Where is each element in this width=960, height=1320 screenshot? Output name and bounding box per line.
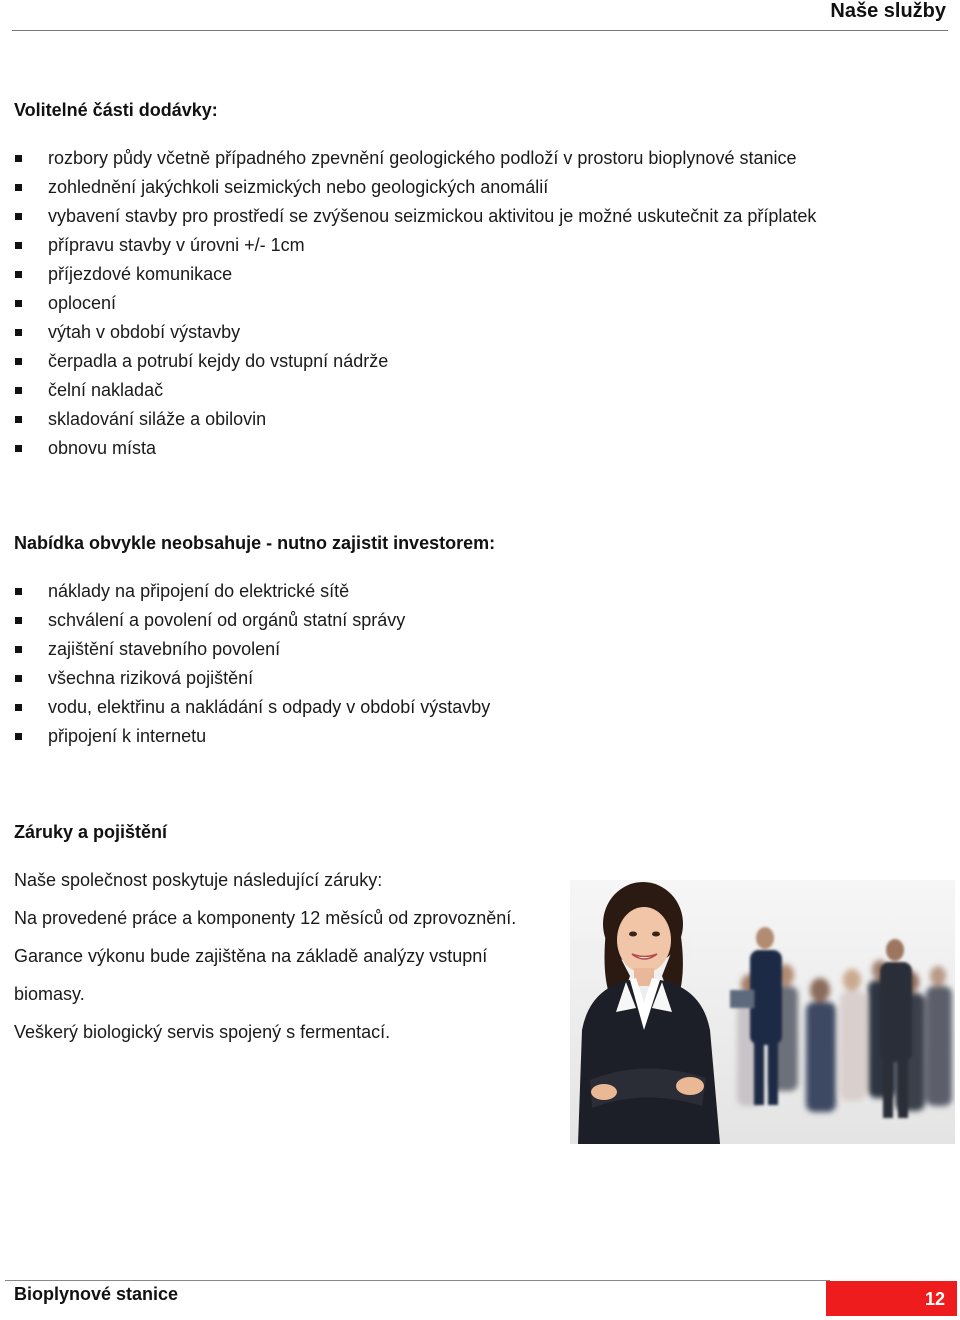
list-item-text: vodu, elektřinu a nakládání s odpady v období výstavby	[48, 697, 491, 717]
business-people-photo	[570, 880, 955, 1144]
list-item-text: schválení a povolení od orgánů statní správy	[48, 610, 406, 630]
list-item	[14, 577, 490, 606]
list-item	[14, 231, 816, 260]
square-bullet-icon	[15, 416, 22, 423]
list-item	[14, 635, 490, 664]
square-bullet-icon	[15, 445, 22, 452]
not-included-heading: Nabídka obvykle neobsahuje - nutno zajistit investorem:	[14, 533, 496, 553]
list-item-text: rozbory půdy včetně případného zpevnění geologického podloží v prostoru bioplynové stanice	[48, 148, 797, 168]
list-item	[14, 664, 490, 693]
list-item-text: oplocení	[48, 293, 117, 313]
page-header-title: Naše služby	[830, 0, 946, 22]
optional-parts-heading: Volitelné části dodávky:	[14, 100, 218, 120]
list-item-text: výtah v období výstavby	[48, 322, 241, 342]
square-bullet-icon	[15, 358, 22, 365]
list-item	[14, 347, 816, 376]
footer-title: Bioplynové stanice	[14, 1284, 179, 1304]
list-item-text: obnovu místa	[48, 438, 157, 458]
optional-parts-list	[14, 144, 816, 463]
list-item	[14, 722, 490, 751]
list-item-text: skladování siláže a obilovin	[48, 409, 267, 429]
square-bullet-icon	[15, 617, 22, 624]
square-bullet-icon	[15, 184, 22, 191]
not-included-list	[14, 577, 490, 751]
list-item-text: všechna riziková pojištění	[48, 668, 254, 688]
list-item-text: náklady na připojení do elektrické sítě	[48, 581, 350, 601]
square-bullet-icon	[15, 733, 22, 740]
list-item-text: připojení k internetu	[48, 726, 207, 746]
warranty-paragraph: Veškerý biologický servis spojený s fermentací.	[14, 1022, 391, 1042]
list-item	[14, 173, 816, 202]
square-bullet-icon	[15, 271, 22, 278]
square-bullet-icon	[15, 675, 22, 682]
warranty-paragraph: Na provedené práce a komponenty 12 měsíců od zprovoznění.	[14, 908, 517, 928]
warranty-paragraph: biomasy.	[14, 984, 85, 1004]
list-item-text: zohlednění jakýchkoli seizmických nebo geologických anomálií	[48, 177, 549, 197]
list-item-text: přípravu stavby v úrovni +/- 1cm	[48, 235, 305, 255]
list-item-text: čerpadla a potrubí kejdy do vstupní nádrže	[48, 351, 389, 371]
list-item	[14, 289, 816, 318]
list-item	[14, 405, 816, 434]
list-item	[14, 260, 816, 289]
list-item	[14, 376, 816, 405]
list-item-text: vybavení stavby pro prostředí se zvýšenou seizmickou aktivitou je možné uskutečnit za příplatek	[48, 206, 817, 226]
list-item	[14, 606, 490, 635]
square-bullet-icon	[15, 300, 22, 307]
header-divider	[12, 30, 948, 31]
list-item-text: zajištění stavebního povolení	[48, 639, 281, 659]
list-item	[14, 318, 816, 347]
warranty-heading: Záruky a pojištění	[14, 822, 168, 842]
list-item-text: příjezdové komunikace	[48, 264, 233, 284]
list-item	[14, 434, 816, 463]
square-bullet-icon	[15, 213, 22, 220]
list-item-text: čelní nakladač	[48, 380, 164, 400]
list-item	[14, 202, 816, 231]
square-bullet-icon	[15, 387, 22, 394]
footer-divider	[5, 1280, 830, 1281]
square-bullet-icon	[15, 588, 22, 595]
warranty-paragraph: Garance výkonu bude zajištěna na základě analýzy vstupní	[14, 946, 488, 966]
square-bullet-icon	[15, 242, 22, 249]
list-item	[14, 693, 490, 722]
page-number-badge	[826, 1281, 957, 1316]
square-bullet-icon	[15, 155, 22, 162]
square-bullet-icon	[15, 646, 22, 653]
warranty-paragraph: Naše společnost poskytuje následující záruky:	[14, 870, 383, 890]
square-bullet-icon	[15, 704, 22, 711]
warranty-text	[14, 861, 559, 1051]
list-item	[14, 144, 816, 173]
square-bullet-icon	[15, 329, 22, 336]
page-number: 12	[924, 1289, 945, 1309]
